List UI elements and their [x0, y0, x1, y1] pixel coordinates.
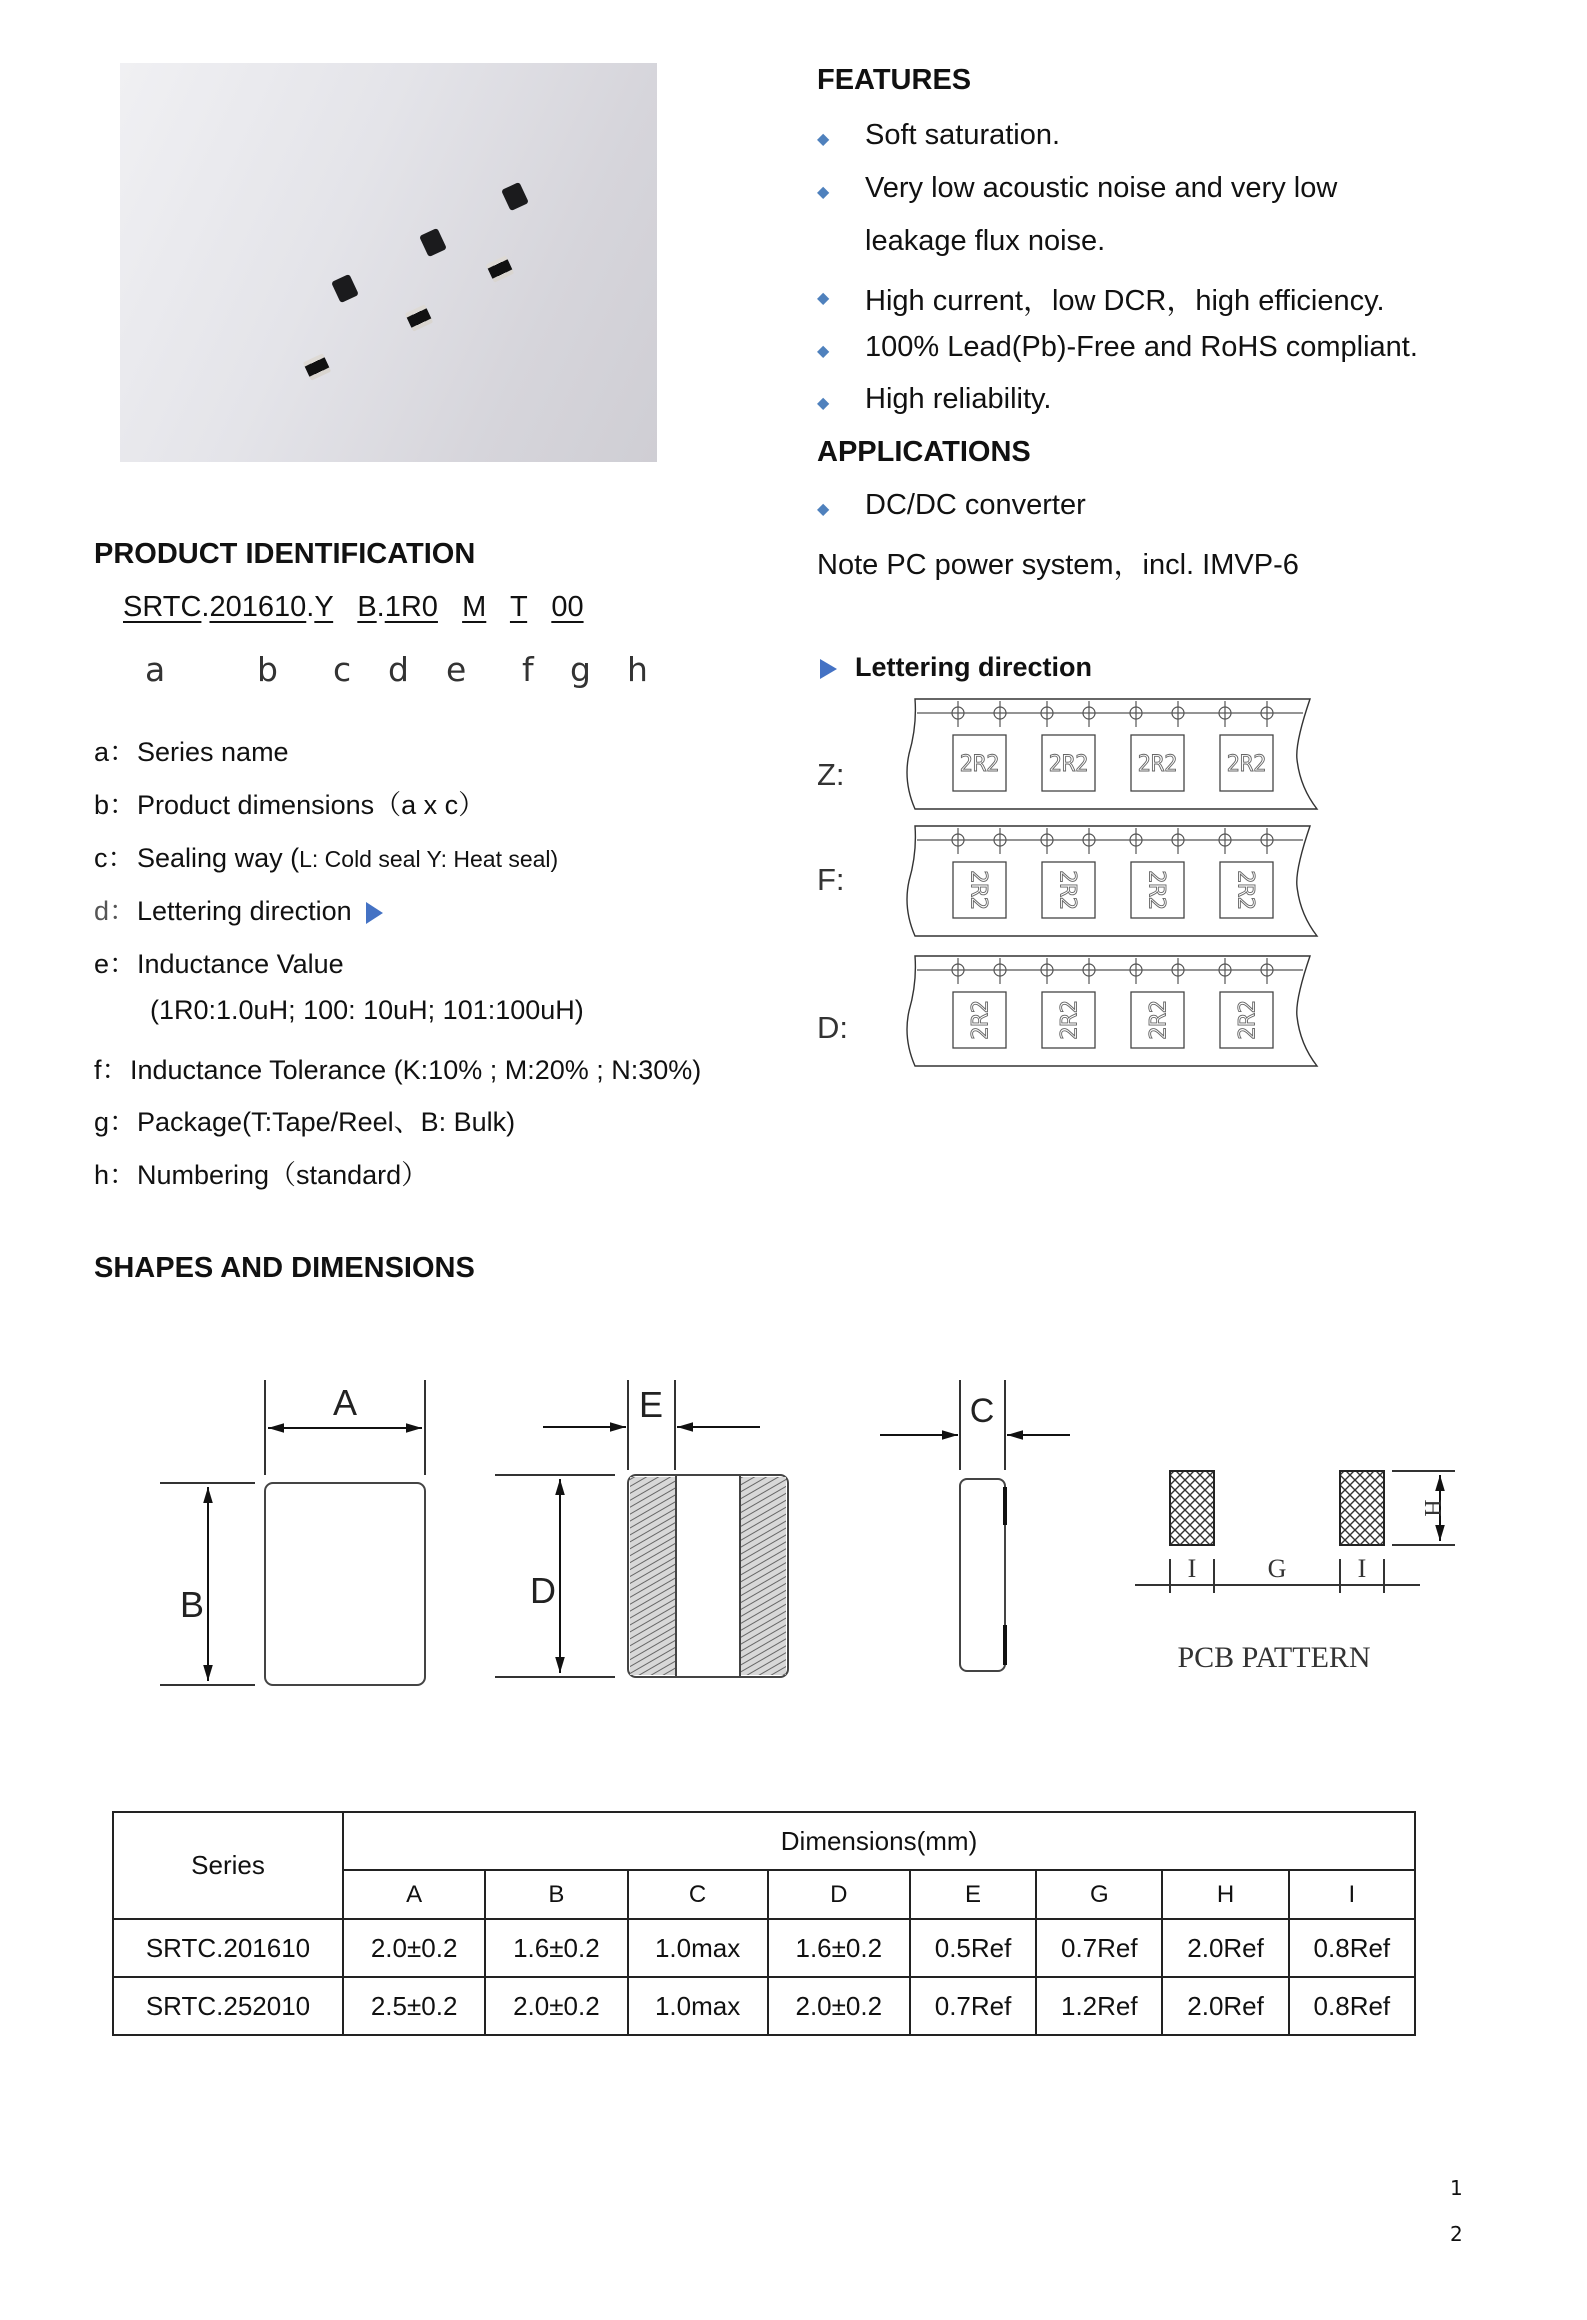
part-marking: 2R2 — [959, 752, 1000, 777]
tape-label-z: Z: — [817, 757, 845, 792]
column-header: G — [1036, 1870, 1162, 1919]
dimension-cell: 1.0max — [628, 1919, 768, 1977]
page-number: 1 — [1450, 2176, 1463, 2200]
definition-d: d：Lettering direction — [94, 889, 383, 928]
dimension-cell: 2.0±0.2 — [768, 1977, 910, 2035]
pcb-pattern-label: PCB PATTERN — [1177, 1641, 1371, 1674]
part-marking: 2R2 — [1048, 752, 1089, 777]
part-marking: 2R2 — [1226, 752, 1267, 777]
page-number: 2 — [1450, 2222, 1463, 2246]
code-series: SRTC — [123, 591, 202, 623]
diamond-bullet-icon: ◆ — [817, 290, 830, 307]
dimensions-group-header: Dimensions(mm) — [343, 1812, 1415, 1870]
part-number-code: SRTC.201610.Y B.1R0 M T 00 — [123, 591, 584, 623]
dimension-label-c: C — [969, 1392, 995, 1430]
shapes-heading: SHAPES AND DIMENSIONS — [94, 1252, 475, 1284]
features-heading: FEATURES — [817, 64, 972, 96]
pcb-pattern-drawing — [1135, 1471, 1455, 1674]
code-lettering: B — [357, 591, 377, 623]
tape-label-d: D: — [817, 1010, 848, 1045]
inductor-chip — [486, 255, 514, 282]
triangle-right-icon — [366, 902, 383, 924]
part-marking: 2R2 — [968, 1000, 994, 1040]
part-marking: 2R2 — [1057, 1000, 1083, 1040]
part-marking: 2R2 — [965, 870, 991, 910]
applications-heading: APPLICATIONS — [817, 436, 1031, 468]
triangle-right-icon — [820, 659, 837, 679]
letter-key: f — [522, 650, 534, 689]
dimension-cell: 2.5±0.2 — [343, 1977, 485, 2035]
carrier-tape-z — [907, 699, 1317, 809]
letter-key: d — [388, 650, 409, 689]
inductor-chip — [303, 353, 331, 380]
dimension-cell: 1.6±0.2 — [768, 1919, 910, 1977]
inductor-chip — [419, 228, 447, 257]
definition-c: c：Sealing way (L: Cold seal Y: Heat seal) — [94, 843, 559, 873]
diamond-bullet-icon: ◆ — [817, 395, 830, 412]
dimension-cell: 2.0Ref — [1162, 1977, 1288, 2035]
diamond-bullet-icon: ◆ — [817, 501, 830, 518]
top-view-drawing — [160, 1380, 425, 1685]
part-marking: 2R2 — [1054, 870, 1080, 910]
inductor-chip — [501, 182, 529, 211]
dimension-cell: 2.0±0.2 — [343, 1919, 485, 1977]
column-header: H — [1162, 1870, 1288, 1919]
definition-a: a：Series name — [94, 737, 289, 767]
definition-g: g：Package(T:Tape/Reel、B: Bulk) — [94, 1107, 516, 1137]
dimension-cell: 0.7Ref — [910, 1977, 1036, 2035]
carrier-tape-f — [907, 826, 1317, 936]
column-header: I — [1289, 1870, 1415, 1919]
letter-key: b — [257, 650, 278, 689]
definition-f: f：Inductance Tolerance (K:10% ; M:20% ; N:30%) — [94, 1055, 702, 1085]
code-inductance: 1R0 — [384, 591, 438, 623]
definition-h: h：Numbering（standard） — [94, 1160, 429, 1190]
dimension-cell: 0.8Ref — [1289, 1919, 1415, 1977]
dimension-label-a: A — [332, 1382, 358, 1423]
inductor-chip — [331, 274, 359, 303]
part-marking: 2R2 — [1143, 870, 1169, 910]
dimension-label-i: I — [1357, 1554, 1367, 1583]
code-tolerance: M — [462, 591, 487, 623]
letter-key: a — [145, 650, 166, 689]
definition-e: e：Inductance Value — [94, 949, 344, 979]
letter-key: h — [627, 650, 648, 689]
part-marking: 2R2 — [1137, 752, 1178, 777]
part-marking: 2R2 — [1232, 870, 1258, 910]
code-dimensions: 201610 — [209, 591, 307, 623]
dimension-label-e: E — [638, 1384, 664, 1425]
code-sealing: Y — [314, 591, 334, 623]
applications-note: Note PC power system，incl. IMVP-6 — [817, 549, 1299, 581]
code-numbering: 00 — [551, 591, 584, 623]
letter-key: g — [570, 650, 591, 689]
column-header: E — [910, 1870, 1036, 1919]
dimension-label-h: H — [1419, 1499, 1445, 1517]
series-header: Series — [113, 1812, 343, 1919]
letter-key: c — [333, 650, 352, 689]
dimension-cell: 1.2Ref — [1036, 1977, 1162, 2035]
diamond-bullet-icon: ◆ — [817, 131, 830, 148]
dimension-label-i: I — [1187, 1554, 1197, 1583]
letter-key: e — [446, 650, 467, 689]
dimension-cell: 0.8Ref — [1289, 1977, 1415, 2035]
column-header: B — [485, 1870, 627, 1919]
code-package: T — [509, 591, 528, 623]
product-identification-heading: PRODUCT IDENTIFICATION — [94, 538, 476, 570]
series-cell: SRTC.252010 — [113, 1977, 343, 2035]
tape-label-f: F: — [817, 862, 845, 897]
column-header: A — [343, 1870, 485, 1919]
dimension-cell: 0.7Ref — [1036, 1919, 1162, 1977]
part-marking: 2R2 — [1235, 1000, 1261, 1040]
diamond-bullet-icon: ◆ — [817, 184, 830, 201]
column-header: D — [768, 1870, 910, 1919]
code-letter-keys — [0, 650, 700, 700]
series-cell: SRTC.201610 — [113, 1919, 343, 1977]
product-photo — [120, 63, 657, 462]
dimension-cell: 0.5Ref — [910, 1919, 1036, 1977]
diamond-bullet-icon: ◆ — [817, 343, 830, 360]
side-view-drawing — [495, 1380, 788, 1677]
definition-b: b：Product dimensions（a x c） — [94, 790, 486, 820]
dimension-cell: 2.0Ref — [1162, 1919, 1288, 1977]
lettering-direction-heading: Lettering direction — [820, 652, 1092, 683]
carrier-tape-d — [907, 956, 1317, 1066]
end-view-drawing — [880, 1380, 1070, 1671]
table-row — [113, 1977, 1415, 2035]
dimensions-table — [112, 1811, 1416, 2036]
dimension-cell: 1.6±0.2 — [485, 1919, 627, 1977]
dimension-drawings — [150, 1375, 1480, 1695]
dimension-cell: 2.0±0.2 — [485, 1977, 627, 2035]
dimension-cell: 1.0max — [628, 1977, 768, 2035]
definition-e-values: (1R0:1.0uH; 100: 10uH; 101:100uH) — [150, 995, 584, 1025]
tape-diagrams — [905, 695, 1335, 1075]
dimension-label-d: D — [530, 1570, 556, 1611]
table-row — [113, 1919, 1415, 1977]
dimension-label-b: B — [179, 1584, 205, 1625]
inductor-chip — [405, 304, 433, 331]
dimension-label-g: G — [1267, 1554, 1287, 1583]
part-marking: 2R2 — [1146, 1000, 1172, 1040]
column-header: C — [628, 1870, 768, 1919]
